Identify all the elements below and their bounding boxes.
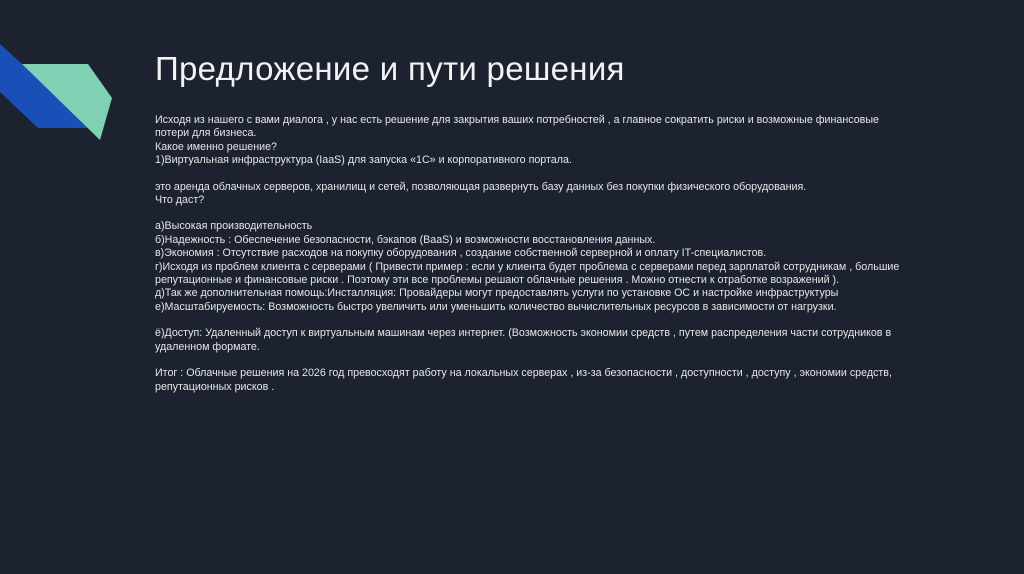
benefit-access: ё)Доступ: Удаленный доступ к виртуальным машинам через интернет. (Возможность экономии средств , путем распределения части сотрудников в удаленном формате. xyxy=(155,327,892,353)
slide-title: Предложение и пути решения xyxy=(155,50,625,87)
benefit-economy: в)Экономия : Отсутствие расходов на покупку оборудования , создание собственной серверной и оплату IT-специалистов. xyxy=(155,247,767,260)
benefit-performance: а)Высокая производительность xyxy=(155,220,313,233)
solution-iaas: 1)Виртуальная инфраструктура (IaaS) для запуска «1С» и корпоративного портала. xyxy=(155,154,572,167)
slide-body xyxy=(155,114,915,394)
intro-paragraph: Исходя из нашего с вами диалога , у нас есть решение для закрытия ваших потребностей , а главное сократить риски и возможные финансовые потери для бизнеса. xyxy=(155,114,879,140)
benefit-client-problems: г)Исходя из проблем клиента с серверами ( Привести пример : если у клиента будет проблема с серверами перед зарплатой сотрудникам , большие репутационные и финансовые риски . Поэтому эти все проблемы решают облачные решения . Можно отнести к отработке возражений ). xyxy=(155,260,900,287)
question-solution: Какое именно решение? xyxy=(155,140,277,153)
iaas-definition: это аренда облачных серверов, хранилищ и сетей, позволяющая развернуть базу данных без покупки физического оборудования. xyxy=(155,180,807,193)
benefit-reliability: б)Надежность : Обеспечение безопасности, бэкапов (BaaS) и возможности восстановления данных. xyxy=(155,233,656,246)
conclusion-paragraph: Итог : Облачные решения на 2026 год превосходят работу на локальных серверах , из-за безопасности , доступности , доступу , экономии средств, репутационных рисков . xyxy=(155,367,892,393)
question-benefits: Что даст? xyxy=(155,194,205,207)
corner-decoration xyxy=(0,0,120,150)
benefit-installation: д)Так же дополнительная помощь:Инсталляция: Провайдеры могут предоставлять услуги по установке ОС и настройке инфраструктуры xyxy=(155,287,839,300)
benefit-scalability: е)Масштабируемость: Возможность быстро увеличить или уменьшить количество вычислительных ресурсов в зависимости от нагрузки. xyxy=(155,300,837,313)
